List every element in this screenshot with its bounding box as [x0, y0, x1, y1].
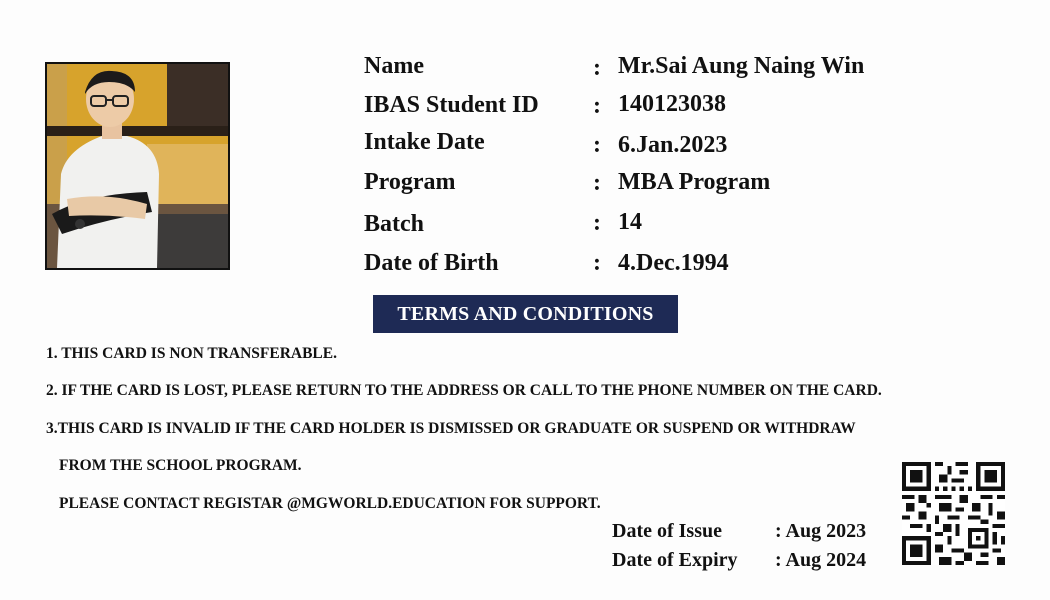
student-id-value: 140123038: [618, 91, 726, 117]
name-label: Name: [364, 53, 424, 79]
term-line-4: FROM THE SCHOOL PROGRAM.: [59, 457, 302, 474]
intake-date-value: 6.Jan.2023: [618, 132, 728, 158]
expiry-date-value: : Aug 2024: [775, 549, 867, 571]
expiry-date-label: Date of Expiry: [612, 549, 738, 571]
name-value: Mr.Sai Aung Naing Win: [618, 53, 865, 79]
terms-heading-text: TERMS AND CONDITIONS: [397, 302, 654, 325]
dob-colon: :: [593, 250, 601, 276]
dob-value: 4.Dec.1994: [618, 250, 729, 276]
term-line-1: 1. THIS CARD IS NON TRANSFERABLE.: [46, 345, 337, 362]
qr-code-icon: [902, 462, 1005, 565]
batch-value: 14: [618, 209, 642, 235]
student-portrait-image: [47, 64, 228, 268]
batch-colon: :: [593, 210, 601, 236]
intake-date-colon: :: [593, 132, 601, 158]
batch-label: Batch: [364, 211, 424, 237]
student-photo: [45, 62, 230, 270]
term-line-2: 2. IF THE CARD IS LOST, PLEASE RETURN TO THE ADDRESS OR CALL TO THE PHONE NUMBER ON THE CARD.: [46, 382, 882, 399]
student-id-colon: :: [593, 93, 601, 119]
program-value: MBA Program: [618, 169, 771, 195]
issue-date-value: : Aug 2023: [775, 520, 867, 542]
name-colon: :: [593, 55, 601, 81]
dob-label: Date of Birth: [364, 250, 499, 276]
issue-date-label: Date of Issue: [612, 520, 722, 542]
student-id-label: IBAS Student ID: [364, 92, 539, 118]
program-colon: :: [593, 170, 601, 196]
term-line-5: PLEASE CONTACT REGISTAR @MGWORLD.EDUCATION FOR SUPPORT.: [59, 495, 601, 512]
term-line-3: 3.THIS CARD IS INVALID IF THE CARD HOLDER IS DISMISSED OR GRADUATE OR SUSPEND OR WITHDRAW: [46, 420, 856, 437]
terms-heading: [373, 295, 678, 333]
intake-date-label: Intake Date: [364, 129, 485, 155]
program-label: Program: [364, 169, 456, 195]
